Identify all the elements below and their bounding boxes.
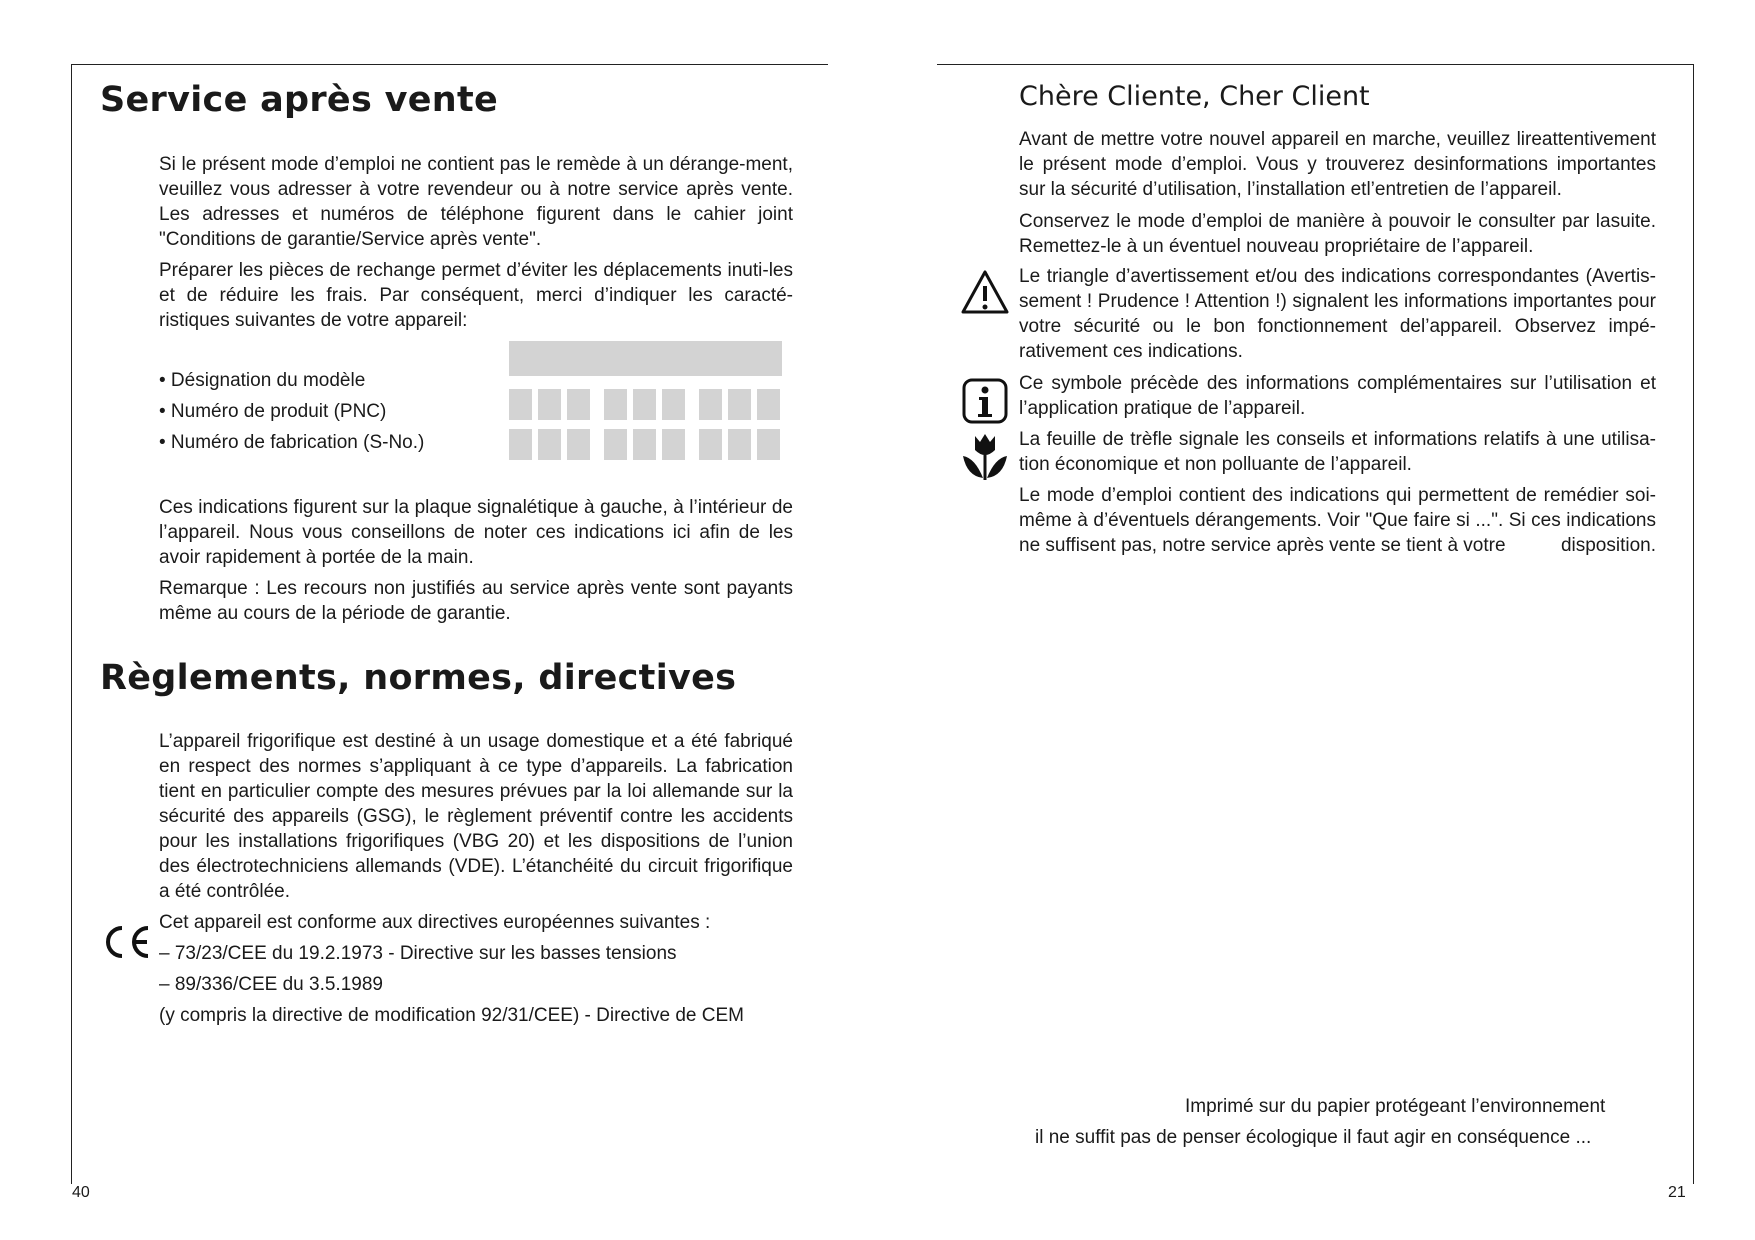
list-item-serial: • Numéro de fabrication (S-No.) xyxy=(159,432,425,453)
list-item-pnc: • Numéro de produit (PNC) xyxy=(159,401,387,422)
intro-paragraph-1: Avant de mettre votre nouvel appareil en marche, veuillez lireattentivement le présent mode d’emploi. Vous y trouverez desinformations importantes sur la sécurité d’utilisation, l’installation etl’entretien de l’appareil. xyxy=(1019,129,1656,200)
regulations-paragraph: L’appareil frigorifique est destiné à un usage domestique et a été fabriqué en respect des normes s’appliquant à ce type d’appareils. La fabrication tient en particulier compte des mesures prévues par la loi allemande sur la sécurité des appareils (GSG), le règlement préventif contre les accidents pour les installations frigorifiques (VBG 20) et les dispositions de l’union des électrotechniciens allemands (VDE). L’étanchéité du circuit frigorifique a été contrôlée. xyxy=(159,731,793,902)
ce-line-4: (y compris la directive de modification 92/31/CEE) - Directive de CEM xyxy=(159,1005,744,1026)
model-entry-field xyxy=(509,341,782,376)
ce-mark-icon xyxy=(100,920,156,964)
intro-paragraph-6-end: disposition. xyxy=(1560,535,1656,556)
ce-line-2: – 73/23/CEE du 19.2.1973 - Directive sur les basses tensions xyxy=(159,943,677,964)
right-page-heading: Chère Cliente, Cher Client xyxy=(1019,81,1370,112)
footer-line-2: il ne suffit pas de penser écologique il faut agir en conséquence ... xyxy=(1035,1127,1592,1148)
service-paragraph-3: Ces indications figurent sur la plaque signalétique à gauche, à l’intérieur de l’appareil. Nous vous conseillons de noter ces indications ici afin de les avoir rapidement à portée de la main. xyxy=(159,497,793,568)
left-page-number: 40 xyxy=(72,1184,90,1201)
ce-line-3: – 89/336/CEE du 3.5.1989 xyxy=(159,974,383,995)
service-paragraph-4: Remarque : Les recours non justifiés au service après vente sont payants même au cours de la période de garantie. xyxy=(159,578,793,624)
list-item-model: • Désignation du modèle xyxy=(159,370,366,391)
left-page-top-rule xyxy=(71,64,828,65)
intro-paragraph-4: Ce symbole précède des informations complémentaires sur l’utilisation et l’application pratique de l’appareil. xyxy=(1019,373,1656,419)
regulations-heading: Règlements, normes, directives xyxy=(100,658,737,698)
service-heading: Service après vente xyxy=(100,80,499,120)
intro-paragraph-6-main: Le mode d’emploi contient des indications qui permettent de remédier soi-même à d’éventuels dérangements. Voir "Que faire si ...". Si ces indications ne suffisent pas, notre service après vente se tient à votre xyxy=(1019,485,1656,556)
right-page-number: 21 xyxy=(1668,1184,1686,1201)
right-page-right-rule xyxy=(1693,64,1694,1184)
ce-line-1: Cet appareil est conforme aux directives européennes suivantes : xyxy=(159,912,711,933)
info-icon xyxy=(961,377,1009,425)
tulip-leaf-icon xyxy=(961,432,1009,482)
intro-paragraph-2: Conservez le mode d’emploi de manière à pouvoir le consulter par lasuite. Remettez-le à un éventuel nouveau propriétaire de l’appareil. xyxy=(1019,211,1656,257)
left-page-left-rule xyxy=(71,64,72,1184)
warning-triangle-icon xyxy=(961,268,1009,316)
service-paragraph-1: Si le présent mode d’emploi ne contient pas le remède à un dérange-ment, veuillez vous adresser à votre revendeur ou à notre service après vente. Les adresses et numéros de téléphone figurent dans le cahier joint "Conditions de garantie/Service après vente". xyxy=(159,154,793,250)
service-paragraph-2: Préparer les pièces de rechange permet d’éviter les déplacements inuti-les et de réduire les frais. Par conséquent, merci d’indiquer les caracté-ristiques suivantes de votre appareil: xyxy=(159,260,793,331)
intro-paragraph-3: Le triangle d’avertissement et/ou des indications correspondantes (Avertis-sement ! Prudence ! Attention !) signalent les informations importantes pour votre sécurité ou le bon fonctionnement del’appareil. Observez impé-rativement ces indications. xyxy=(1019,266,1656,362)
intro-paragraph-6 xyxy=(1019,483,1656,558)
footer-line-1: Imprimé sur du papier protégeant l’environnement xyxy=(1185,1096,1606,1117)
right-page-top-rule xyxy=(937,64,1694,65)
intro-paragraph-5: La feuille de trèfle signale les conseils et informations relatifs à une utilisa-tion économique et non polluante de l’appareil. xyxy=(1019,429,1656,475)
